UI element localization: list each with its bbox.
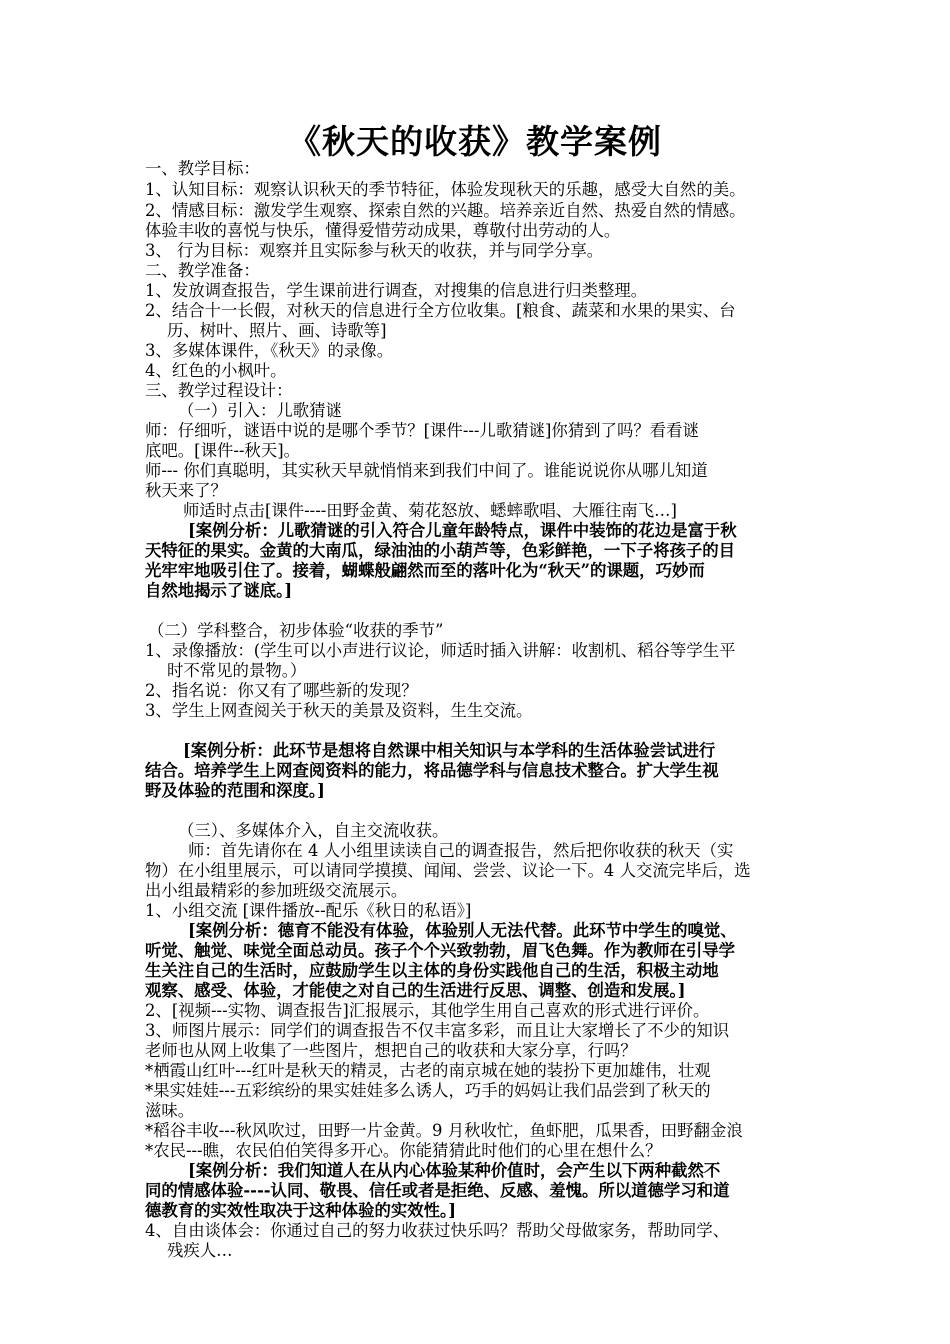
text-line: 师--- 你们真聪明，其实秋天早就悄悄来到我们中间了。谁能说说你从哪儿知道 xyxy=(145,461,708,480)
text-line: 师适时点击[课件----田野金黄、菊花怒放、蟋蟀歌唱、大雁往南飞…] xyxy=(183,501,677,520)
text-line: 3、师图片展示：同学们的调查报告不仅丰富多彩，而且让大家增长了不少的知识 xyxy=(145,1021,730,1040)
text-line: 3、多媒体课件，《秋天》的录像。 xyxy=(145,341,394,360)
section-heading: 二、教学准备： xyxy=(145,261,260,280)
case-analysis-line: [案例分析：我们知道人在从内心体验某种价值时，会产生以下两种截然不 xyxy=(188,1161,721,1180)
case-analysis-line: 生关注自己的生活时，应鼓励学生以主体的身份实践他自己的生活，积极主动地 xyxy=(145,961,719,980)
text-line: 时不常见的景物。） xyxy=(167,661,307,680)
text-line: 2、指名说：你又有了哪些新的发现？ xyxy=(145,681,418,700)
text-line: 底吧。[课件--秋天]。 xyxy=(145,441,300,460)
text-line: *栖霞山红叶---红叶是秋天的精灵，古老的南京城在她的装扮下更加雄伟，壮观 xyxy=(145,1061,711,1080)
text-line: 4、红色的小枫叶。 xyxy=(145,361,287,380)
text-line: 1、录像播放：(学生可以小声进行议论，师适时插入讲解：收割机、稻谷等学生平 xyxy=(145,641,736,660)
text-line: 1、发放调查报告，学生课前进行调查，对搜集的信息进行归类整理。 xyxy=(145,281,648,300)
text-line: 2、结合十一长假，对秋天的信息进行全方位收集。[粮食、蔬菜和水果的果实、台 xyxy=(145,301,736,320)
text-line: 师：首先请你在 4 人小组里读读自己的调查报告，然后把你收获的秋天（实 xyxy=(188,841,734,860)
text-line: 3、学生上网查阅关于秋天的美景及资料，生生交流。 xyxy=(145,701,533,720)
text-line: 出小组最精彩的参加班级交流展示。 xyxy=(145,881,408,900)
text-line: 师：仔细听，谜语中说的是哪个季节？[课件---儿歌猜谜]你猜到了吗？看看谜 xyxy=(145,421,699,440)
subsection-heading: （一）引入：儿歌猜谜 xyxy=(178,401,342,420)
text-line: *农民---瞧，农民伯伯笑得多开心。你能猜猜此时他们的心里在想什么？ xyxy=(145,1141,662,1160)
case-analysis-line: [案例分析：儿歌猜谜的引入符合儿童年龄特点，课件中装饰的花边是富于秋 xyxy=(188,521,737,540)
case-analysis-line: 野及体验的范围和深度。] xyxy=(145,781,325,800)
text-line: *稻谷丰收---秋风吹过，田野一片金黄。9 月秋收忙，鱼虾肥，瓜果香，田野翻金浪 xyxy=(145,1121,743,1140)
case-analysis-line: 观察、感受、体验，才能使之对自己的生活进行反思、调整、创造和发展。] xyxy=(145,981,686,1000)
text-line: 历、树叶、照片、画、诗歌等] xyxy=(167,321,387,340)
case-analysis-line: [案例分析：德育不能没有体验，体验别人无法代替。此环节中学生的嗅觉、 xyxy=(188,921,737,940)
case-analysis-line: 听觉、触觉、味觉全面总动员。孩子个个兴致勃勃，眉飞色舞。作为教师在引导学 xyxy=(145,941,736,960)
text-line: 2、情感目标：激发学生观察、探索自然的兴趣。培养亲近自然、热爱自然的情感。 xyxy=(145,201,746,220)
text-line: 体验丰收的喜悦与快乐，懂得爱惜劳动成果，尊敬付出劳动的人。 xyxy=(145,221,621,240)
text-line: 物）在小组里展示，可以请同学摸摸、闻闻、尝尝、议论一下。4 人交流完毕后，选 xyxy=(145,861,751,880)
text-line: 4、自由谈体会：你通过自己的努力收获过快乐吗？帮助父母做家务，帮助同学、 xyxy=(145,1221,730,1240)
text-line: 老师也从网上收集了一些图片，想把自己的收获和大家分享，行吗？ xyxy=(145,1041,637,1060)
text-line: *果实娃娃---五彩缤纷的果实娃娃多么诱人，巧手的妈妈让我们品尝到了秋天的 xyxy=(145,1081,711,1100)
text-line: 秋天来了？ xyxy=(145,481,227,500)
text-line: 1、认知目标：观察认识秋天的季节特征，体验发现秋天的乐趣，感受大自然的美。 xyxy=(145,180,746,199)
text-line: 滋味。 xyxy=(145,1101,195,1120)
section-heading: 三、教学过程设计： xyxy=(145,381,293,400)
subsection-heading: （二）学科整合，初步体验“收获的季节” xyxy=(148,621,444,640)
text-line: 3、 行为目标：观察并且实际参与秋天的收获，并与同学分享。 xyxy=(145,241,604,260)
document-title: 《秋天的收获》教学案例 xyxy=(288,122,662,161)
text-line: 1、小组交流 [课件播放--配乐《秋日的私语》] xyxy=(145,901,472,920)
case-analysis-line: 同的情感体验----认同、敬畏、信任或者是拒绝、反感、羞愧。所以道德学习和道 xyxy=(145,1181,730,1200)
subsection-heading: （三）、多媒体介入，自主交流收获。 xyxy=(178,821,449,840)
text-line: 2、[视频---实物、调查报告]汇报展示，其他学生用自己喜欢的形式进行评价。 xyxy=(145,1001,710,1020)
text-line: 残疾人… xyxy=(167,1241,233,1260)
case-analysis-line: 德教育的实效性取决于这种体验的实效性。] xyxy=(145,1201,456,1220)
case-analysis-line: 自然地揭示了谜底。] xyxy=(145,581,293,600)
case-analysis-line: 天特征的果实。金黄的大南瓜，绿油油的小葫芦等，色彩鲜艳，一下子将孩子的目 xyxy=(145,541,736,560)
case-analysis-line: 光牢牢地吸引住了。接着，蝴蝶般翩然而至的落叶化为“秋天”的课题，巧妙而 xyxy=(145,561,705,580)
case-analysis-line: [案例分析：此环节是想将自然课中相关知识与本学科的生活体验尝试进行 xyxy=(183,741,716,760)
case-analysis-line: 结合。培养学生上网查阅资料的能力，将品德学科与信息技术整合。扩大学生视 xyxy=(145,761,719,780)
section-heading: 一、教学目标： xyxy=(145,159,260,178)
